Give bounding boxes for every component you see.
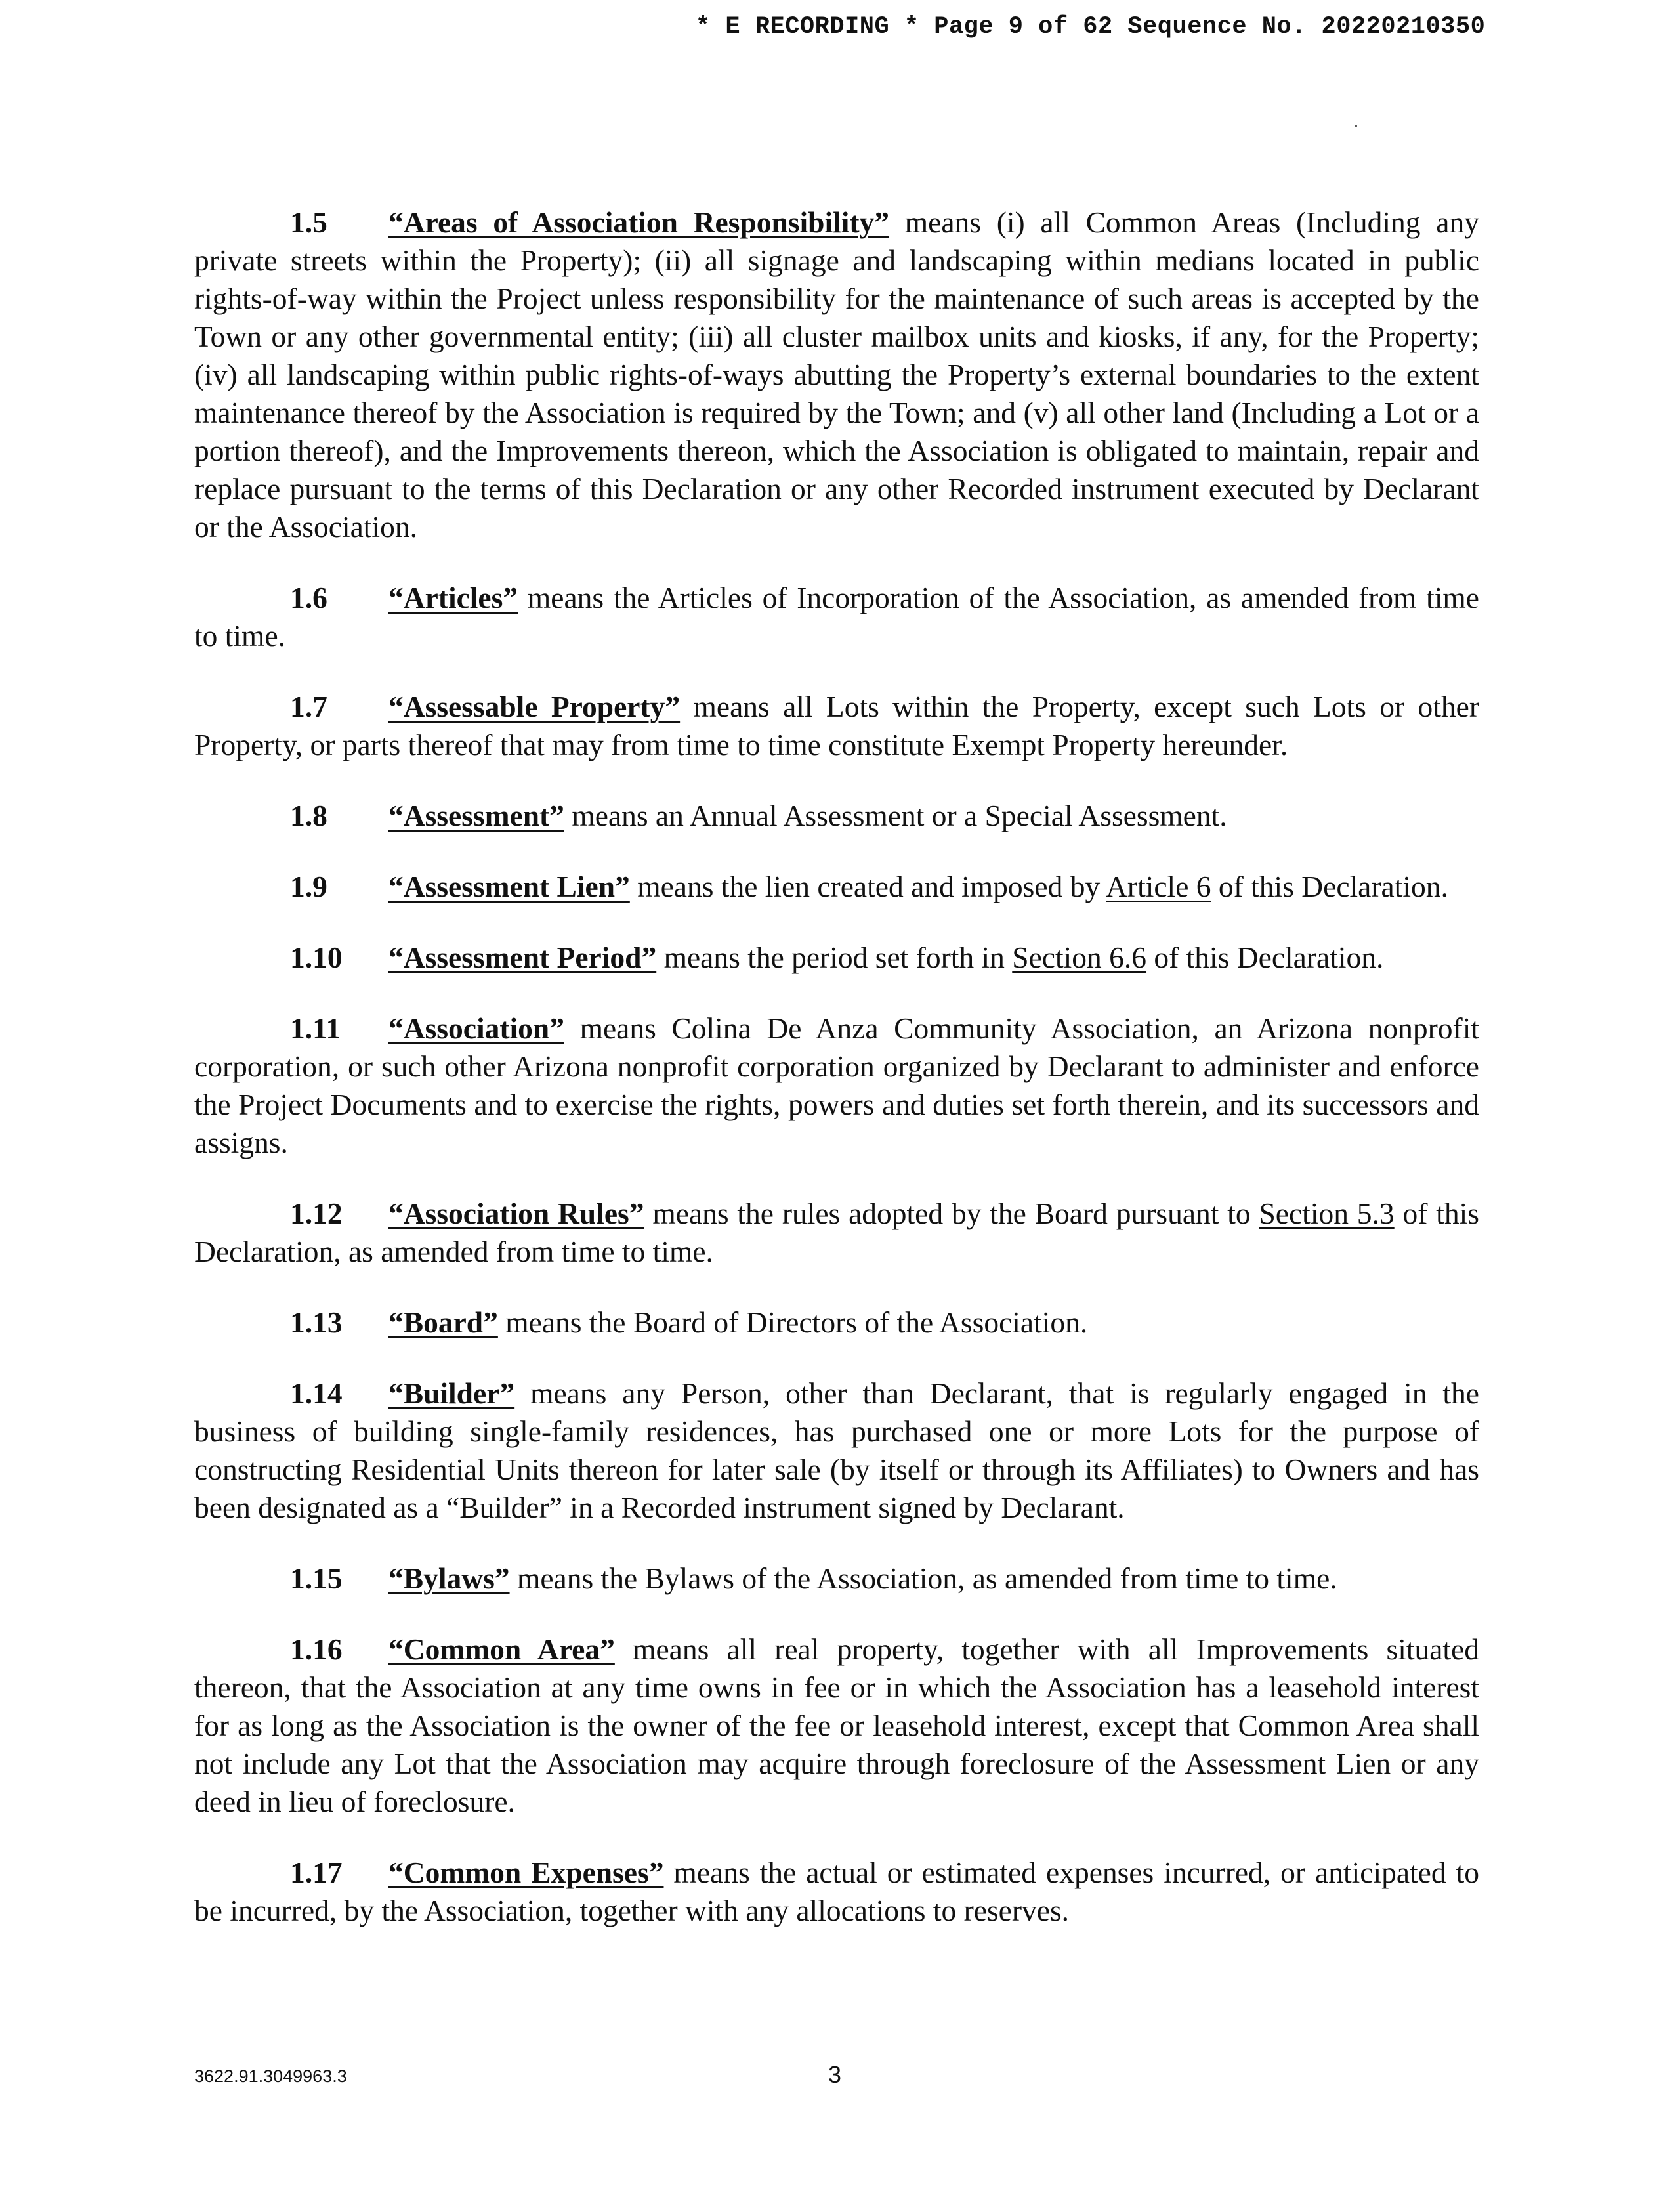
definition-1-5 <box>194 203 1479 546</box>
definition-text: means the Articles of Incorporation of the Association, as amended from time to time. <box>194 581 1479 652</box>
section-number: 1.15 <box>290 1562 343 1595</box>
definition-text: means the period set forth in <box>656 941 1013 974</box>
definition-1-17 <box>194 1854 1479 1930</box>
definition-text: means the lien created and imposed by <box>629 870 1106 903</box>
definition-text: means (i) all Common Areas (Including any private streets within the Property); (ii) all signage and landscaping within medians located in public rights-of-way within the Project unless responsibility for the maintenance of such areas is accepted by the Town or any other governmental entity; (iii) all cluster mailbox units and kiosks, if any, for the Property; (iv) all landscaping within public rights-of-ways abutting the Property’s external boundaries to the extent maintenance thereof by the Association is required by the Town; and (v) all other land (Including a Lot or a portion thereof), and the Improvements thereon, which the Association is obligated to maintain, repair and replace pursuant to the terms of this Declaration or any other Recorded instrument executed by Declarant or the Association. <box>194 205 1479 543</box>
defined-term: “Assessment Lien” <box>388 870 630 903</box>
definition-1-15 <box>194 1560 1479 1598</box>
definition-text: means the Bylaws of the Association, as amended from time to time. <box>509 1562 1337 1595</box>
defined-term: “Association Rules” <box>388 1197 644 1230</box>
definition-1-9 <box>194 868 1479 906</box>
section-number: 1.7 <box>290 690 327 723</box>
cross-reference-section-6-6: Section 6.6 <box>1012 941 1147 974</box>
definition-text: of this Declaration. <box>1211 870 1448 903</box>
section-number: 1.9 <box>290 870 327 903</box>
definition-1-8 <box>194 797 1479 835</box>
definition-1-12 <box>194 1195 1479 1271</box>
section-number: 1.13 <box>290 1306 343 1339</box>
definition-text: means the rules adopted by the Board pursuant to <box>644 1197 1259 1230</box>
defined-term: “Board” <box>388 1306 498 1339</box>
recording-header-stamp: * E RECORDING * Page 9 of 62 Sequence No. 20220210350 <box>696 13 1486 41</box>
definition-text: means the Board of Directors of the Association. <box>497 1306 1088 1339</box>
definition-1-13 <box>194 1304 1479 1342</box>
section-number: 1.16 <box>290 1632 343 1666</box>
definition-text: means Colina De Anza Community Association, an Arizona nonprofit corporation, or such other Arizona nonprofit corporation organized by Declarant to administer and enforce the Project Documents and to exercise the rights, powers and duties set forth therein, and its successors and assigns. <box>194 1012 1479 1159</box>
defined-term: “Areas of Association Responsibility” <box>388 205 890 239</box>
definition-text: of this Declaration. <box>1146 941 1384 974</box>
definition-text: means all real property, together with all Improvements situated thereon, that the Association at any time owns in fee or in which the Association has a leasehold interest for as long as the Association is the owner of the fee or leasehold interest, except that Common Area shall not include any Lot that the Association may acquire through foreclosure of the Assessment Lien or any deed in lieu of foreclosure. <box>194 1632 1480 1818</box>
defined-term: “Association” <box>388 1012 564 1045</box>
definition-1-7 <box>194 688 1479 764</box>
section-number: 1.5 <box>290 205 327 239</box>
definition-text: means any Person, other than Declarant, that is regularly engaged in the business of building single-family residences, has purchased one or more Lots for the purpose of constructing Residential Units thereon for later sale (by itself or through its Affiliates) to Owners and has been designated as a “Builder” in a Recorded instrument signed by Declarant. <box>194 1376 1479 1524</box>
defined-term: “Common Expenses” <box>388 1856 664 1889</box>
definition-text: means an Annual Assessment or a Special Assessment. <box>564 799 1227 832</box>
scan-artifact-dot <box>1354 125 1357 127</box>
section-number: 1.10 <box>290 941 343 974</box>
defined-term: “Assessment Period” <box>388 941 657 974</box>
definition-1-6 <box>194 579 1479 655</box>
cross-reference-section-5-3: Section 5.3 <box>1259 1197 1395 1230</box>
section-number: 1.8 <box>290 799 327 832</box>
section-number: 1.12 <box>290 1197 343 1230</box>
section-number: 1.14 <box>290 1376 343 1410</box>
defined-term: “Assessable Property” <box>388 690 681 723</box>
definition-1-10 <box>194 939 1479 977</box>
definition-1-14 <box>194 1375 1479 1527</box>
footer-document-id: 3622.91.3049963.3 <box>194 2066 347 2086</box>
definition-text: of this Declaration, as amended from time to time. <box>194 1197 1479 1268</box>
section-number: 1.6 <box>290 581 327 614</box>
footer-page-number: 3 <box>828 2061 842 2088</box>
defined-term: “Bylaws” <box>388 1562 510 1595</box>
section-number: 1.17 <box>290 1856 343 1889</box>
defined-term: “Common Area” <box>388 1632 615 1666</box>
definition-1-11 <box>194 1010 1479 1162</box>
definition-text: means the actual or estimated expenses incurred, or anticipated to be incurred, by the Association, together with any allocations to reserves. <box>194 1856 1479 1927</box>
defined-term: “Builder” <box>388 1376 515 1410</box>
definition-text: means all Lots within the Property, except such Lots or other Property, or parts thereof that may from time to time constitute Exempt Property hereunder. <box>194 690 1479 761</box>
document-body <box>194 203 1479 1963</box>
cross-reference-article-6: Article 6 <box>1106 870 1211 903</box>
definition-1-16 <box>194 1630 1479 1821</box>
defined-term: “Assessment” <box>388 799 564 832</box>
section-number: 1.11 <box>290 1012 341 1045</box>
defined-term: “Articles” <box>388 581 518 614</box>
